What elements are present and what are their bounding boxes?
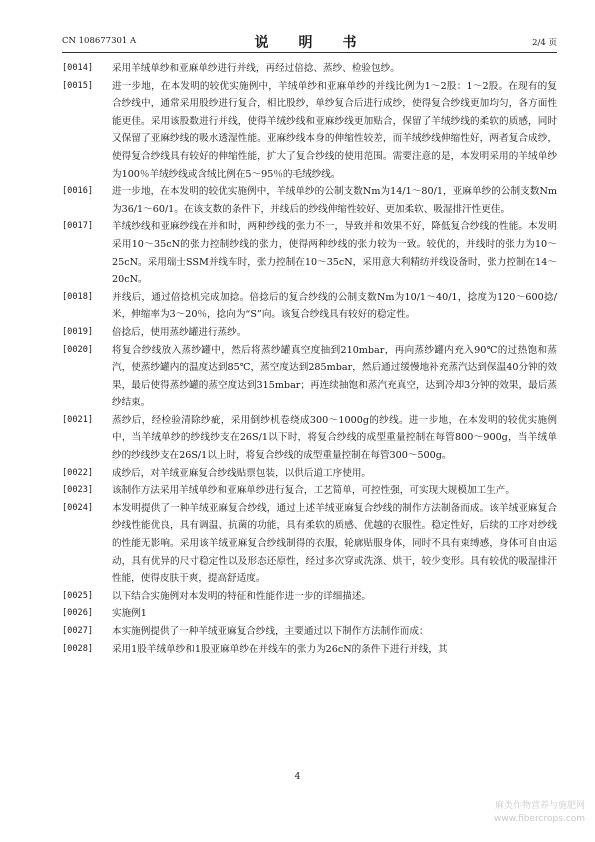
paragraph xyxy=(62,588,557,606)
patent-number: CN 108677301 A xyxy=(62,36,137,46)
paragraph xyxy=(62,218,557,288)
watermark xyxy=(494,800,585,826)
paragraph-text: 本实施例提供了一种羊绒亚麻复合纱线，主要通过以下制作方法制作而成： xyxy=(112,626,429,637)
paragraph-number: [0025] xyxy=(62,590,94,601)
paragraph xyxy=(62,641,557,659)
document-title: 说 明 书 xyxy=(254,35,365,51)
paragraph-text: 实施例1 xyxy=(112,608,147,620)
paragraph xyxy=(62,605,557,623)
paragraph-number: [0014] xyxy=(62,63,94,73)
paragraph-text: 采用1股羊绒单纱和1股亚麻单纱在并线车的张力为26cN的条件下进行并线，其 xyxy=(112,643,448,655)
paragraph-number: [0017] xyxy=(62,221,94,232)
page-header xyxy=(62,32,557,53)
paragraph-text: 羊绒纱线和亚麻纱线在并和时，两种纱线的张力不一，导致并和效果不好，降低复合纱线的性能。本发明采用10～35cN的张力控制纱线的张力，使得两种纱线的张力较为一致。较优的，并线时的张力为10～25cN。采用瑞士SSM并线车时，张力控制在10～35cN，采用意大利精纺并线设备时，张力控制在14～20cN。 xyxy=(112,221,557,286)
watermark-name: 麻类作物营养与施肥网 xyxy=(494,801,585,811)
watermark-url: www.fibercrops.com xyxy=(494,814,585,824)
paragraph-text: 以下结合实施例对本发明的特征和性能作进一步的详细描述。 xyxy=(112,590,372,602)
paragraph-text: 本发明提供了一种羊绒亚麻复合纱线，通过上述羊绒亚麻复合纱线的制作方法制备而成。该羊绒亚麻复合纱线性能优良，具有调温、抗菌的功能，具有柔软的质感、优越的衣服性。稳定性好，后续的工序对纱线的性能无影响。采用该羊绒亚麻复合纱线制得的衣服，轮廓贴服身体，同时不具有束缚感，身体可自由运动，具有优异的尺寸稳定性以及形态还原性，经过多次穿或洗涤、烘干，较少变形。具有较优的吸湿排汗性能，使得皮肤干爽，提高舒适度。 xyxy=(112,502,557,585)
paragraph xyxy=(62,482,557,500)
paragraph-number: [0026] xyxy=(62,608,94,619)
paragraph-text: 将复合纱线放入蒸纱罐中，然后将蒸纱罐真空度抽到210mbar，再向蒸纱罐内充入90℃的过热饱和蒸汽，使蒸纱罐内的温度达到85℃，蒸空度达到285mbar，然后通过缓慢地补充蒸汽达到保温40分钟的效果，最后使得蒸纱罐的蒸空度达到315mbar；再连续抽饱和蒸汽充真空，达到冷却3分钟的效果，最后蒸纱结束。 xyxy=(112,344,557,409)
page-indicator: 2/4 页 xyxy=(532,38,557,48)
paragraph-text: 该制作方法采用羊绒单纱和亚麻单纱进行复合，工艺简单，可控性强，可实现大规模加工生产。 xyxy=(112,485,515,497)
paragraph-number: [0023] xyxy=(62,485,94,496)
paragraph-number: [0027] xyxy=(62,626,94,636)
paragraph xyxy=(62,289,557,324)
paragraph xyxy=(62,60,557,78)
paragraph-text: 成纱后，对羊绒亚麻复合纱线贴票包装，以供后道工序使用。 xyxy=(112,467,372,479)
paragraph-number: [0018] xyxy=(62,291,94,302)
paragraph xyxy=(62,324,557,342)
paragraph-number: [0028] xyxy=(62,643,94,654)
paragraph-text: 并线后，通过倍捻机完成加捻。倍捻后的复合纱线的公制支数Nm为10/1～40/1，捻度为120～600捻/米，伸缩率为3～20％，捻向为“S”向。该复合纱线具有较好的稳定性。 xyxy=(112,291,557,321)
paragraph xyxy=(62,78,557,184)
paragraph-text: 进一步地，在本发明的较优实施例中，羊绒单纱和亚麻单纱的并线比例为1～2股：1～2股。在现有的复合纱线中，通常采用股纱进行复合，相比股纱，单纱复合后进行成纱，使得复合纱线更加均匀，各方面性能更佳。采用该股数进行并线，使得羊绒纱线和亚麻纱线更加贴合，保留了羊绒纱线的柔软的质感，同时又保留了亚麻纱线的吸水透湿性能。亚麻纱线本身的伸缩性较差，而羊绒纱线伸缩性好，两者复合成纱，使得复合纱线具有较好的伸缩性能，扩大了复合纱线的使用范围。需要注意的是，本发明采用的羊绒单纱为100％羊绒纱线或含绒比例在5～95％的毛绒纱线。 xyxy=(112,80,557,180)
paragraph-number: [0015] xyxy=(62,80,94,91)
paragraph xyxy=(62,623,557,641)
paragraph-number: [0021] xyxy=(62,414,94,425)
paragraph-text: 倍捻后，使用蒸纱罐进行蒸纱。 xyxy=(112,326,247,338)
paragraph-text: 蒸纱后，经检验清除纱疵，采用倒纱机卷绕成300～1000g的纱线。进一步地，在本发明的较优实施例中，当羊绒单纱的纱线纱支在26S/1以下时，将复合纱线的成型重量控制在每管800～900g，当羊绒单纱的纱线纱支在26S/1以上时，将复合纱线的成型重量控制在每管300～500g。 xyxy=(112,414,557,462)
paragraph-number: [0020] xyxy=(62,344,94,355)
paragraph xyxy=(62,500,557,588)
page-number: 4 xyxy=(294,772,301,782)
paragraph-number: [0019] xyxy=(62,326,94,337)
paragraph xyxy=(62,342,557,412)
document-body xyxy=(62,60,557,658)
paragraph xyxy=(62,183,557,218)
paragraph-text: 进一步地，在本发明的较优实施例中，羊绒单纱的公制支数Nm为14/1～80/1，亚麻单纱的公制支数Nm为36/1～60/1。在该支数的条件下，并线后的纱线伸缩性较好、更加柔软、吸湿排汗性更佳。 xyxy=(112,186,557,215)
paragraph-number: [0016] xyxy=(62,186,94,197)
paragraph xyxy=(62,412,557,465)
paragraph-text: 采用羊绒单纱和亚麻单纱进行并线，再经过倍捻、蒸纱、检验包纱。 xyxy=(112,63,400,74)
paragraph xyxy=(62,465,557,483)
paragraph-number: [0022] xyxy=(62,467,94,478)
paragraph-number: [0024] xyxy=(62,502,94,513)
